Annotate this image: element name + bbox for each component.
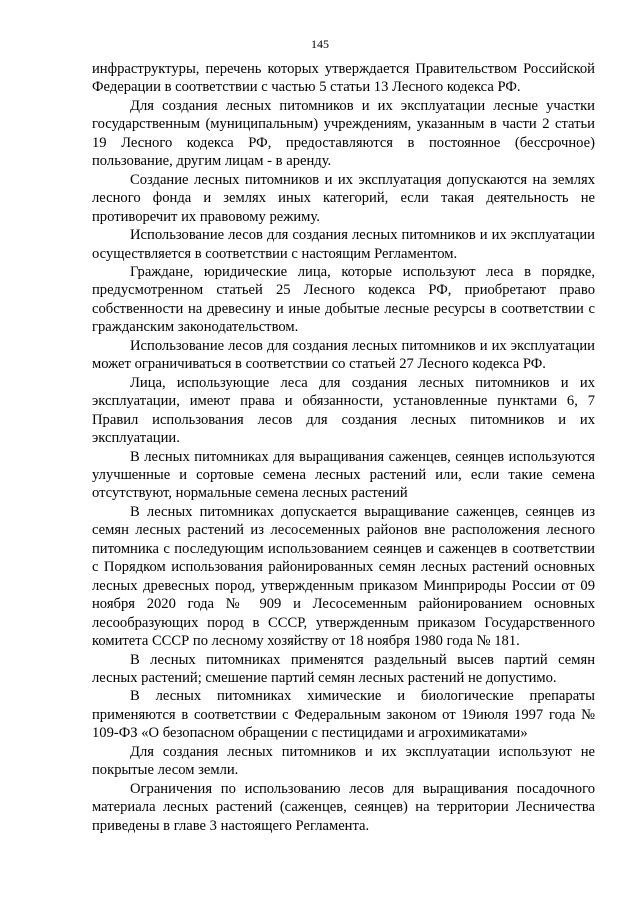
paragraph: Граждане, юридические лица, которые используют леса в порядке, предусмотренном статьей 25 Лесного кодекса РФ, приобретают право собственности на древесину и иные добытые лесные ресурсы в соответствии с гражданским законодательством. xyxy=(92,263,595,336)
paragraph: Ограничения по использованию лесов для выращивания посадочного материала лесных растений (саженцев, сеянцев) на территории Лесничества приведены в главе 3 настоящего Регламента. xyxy=(92,780,595,834)
paragraph: Для создания лесных питомников и их эксплуатации лесные участки государственным (муниципальным) учреждениям, указанным в части 2 статьи 19 Лесного кодекса РФ, предоставляются в постоянное (бессрочное) пользование, другим лицам - в аренду. xyxy=(92,97,595,170)
page-number: 145 xyxy=(311,37,329,51)
paragraph: Создание лесных питомников и их эксплуатация допускаются на землях лесного фонда и землях иных категорий, если такая деятельность не противоречит их правовому режиму. xyxy=(92,171,595,225)
paragraph: Использование лесов для создания лесных питомников и их эксплуатации осуществляется в соответствии с настоящим Регламентом. xyxy=(92,227,595,262)
paragraph-continuation: инфраструктуры, перечень которых утверждается Правительством Российской Федерации в соответствии с частью 5 статьи 13 Лесного кодекса РФ. xyxy=(92,61,595,96)
paragraph: Использование лесов для создания лесных питомников и их эксплуатации может ограничиваться в соответствии со статьей 27 Лесного кодекса РФ. xyxy=(92,337,595,373)
paragraph: В лесных питомниках применятся раздельный высев партий семян лесных растений; смешение партий семян лесных растений не допустимо. xyxy=(92,651,595,686)
paragraph: Лица, использующие леса для создания лесных питомников и их эксплуатации, имеют права и обязанности, установленные пунктами 6, 7 Правил использования лесов для создания лесных питомников и их эксплуатации. xyxy=(92,374,595,447)
body-text xyxy=(92,60,595,835)
paragraph: В лесных питомниках химические и биологические препараты применяются в соответствии с Федеральным законом от 19июля 1997 года № 109-ФЗ «О безопасном обращении с пестицидами и агрохимикатами» xyxy=(92,688,595,742)
paragraph: Для создания лесных питомников и их эксплуатации используют не покрытые лесом земли. xyxy=(92,743,595,779)
paragraph: В лесных питомниках допускается выращивание саженцев, сеянцев из семян лесных растений из лесосеменных районов вне расположения лесного питомника с последующим использованием сеянцев и саженцев в соответствии с Порядком использования районированных семян лесных растений основных лесных древесных пород, утвержденным приказом Минприроды России от 09 ноября 2020 года № 909 и Лесосеменным районированием основных лесообразующих пород в СССР, утвержденным приказом Государственного комитета СССР по лесному хозяйству от 18 ноября 1980 года № 181. xyxy=(92,503,595,650)
paragraph: В лесных питомниках для выращивания саженцев, сеянцев используются улучшенные и сортовые семена лесных растений или, если такие семена отсутствуют, нормальные семена лесных растений xyxy=(92,448,595,502)
